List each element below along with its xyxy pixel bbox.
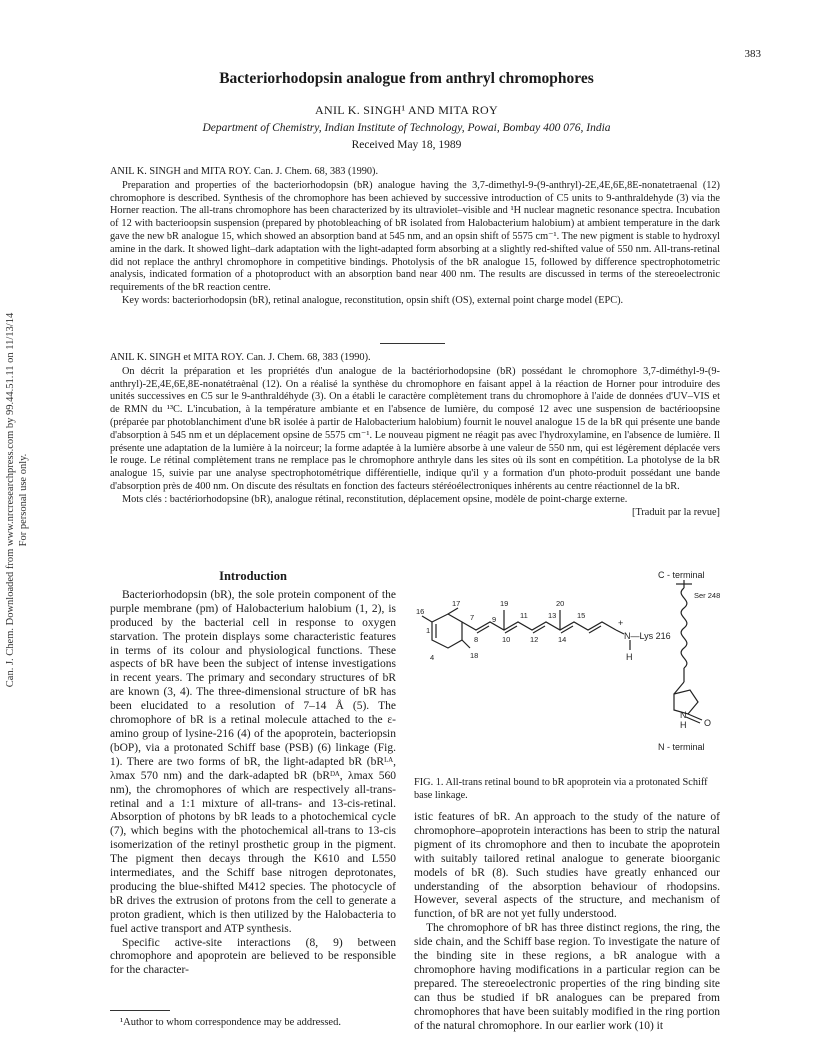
atom-number-17: 17	[452, 599, 461, 608]
abstract-body: Preparation and properties of the bacteriorhodopsin (bR) analogue having the 3,7-dimethyl-9-(9-anthryl)-2E,4E,6E,8E-nonatetraenal (12) chromophore is described. Synthesis of the chromophore has been achieved by successive introduction of C5 units to 9-anthraldehyde (3) via the Horner reaction. The all-trans chromophore has been characterized by its ultraviolet–visible and ¹H nuclear magnetic resonance spectra. Incubation of 12 with bacterioopsin suspension (prepared by photobleaching of bR isolated from Halobacterium halobium) at ambient temperature in the dark gave the new bR analogue 15, which showed an absorption band at 545 nm, and an opsin shift of 5575 cm⁻¹. The new pigment is stable to hydroxyl amine in the dark. It showed light–dark adaptation with the light-adapted form absorbing at a slightly red-shifted value of 550 nm. All-trans-retinal did not replace the anthryl chromophore in competitive bindings. Photolysis of the bR analogue 15, followed by difference spectrophotometric analysis, indicated formation of a photoproduct with an absorption band near 400 nm. The results are discussed in terms of the stereoelectronic requirements of the bR reaction centre.	[110, 179, 721, 294]
introduction-heading: Introduction	[219, 569, 287, 583]
mots-cles: Mots clés : bactériorhodopsine (bR), analogue rétinal, reconstitution, déplacement opsine, modèle de point-charge externe.	[122, 493, 628, 505]
affiliation: Department of Chemistry, Indian Institute of Technology, Powai, Bombay 400 076, India	[202, 122, 611, 134]
abstract-divider	[380, 343, 445, 344]
atom-number-18: 18	[470, 651, 479, 660]
resume-body: On décrit la préparation et les propriétés d'un analogue de la bactériorhodopsine (bR) possédant le chromophore 3,7-diméthyl-9-(9-anthryl)-2E,4E,6E,8E-nonatétraènal (12). On a réalisé la synthèse du chromophore en faisant appel à la réaction de Horner pour introduire des unités successives en C5 sur le 9-anthraldéhyde (3). On a établi le caractère complètement trans du chromophore à l'aide de données d'UV–VIS et de RMN du ¹³C. L'incubation, à la température ambiante et en l'absence de lumière, du composé 12 avec une suspension de bactérioopsine (préparée par photoblanchiment d'une bR isolée à partir de Halobacterium halobium) fournit le nouvel analogue 15 de la bR qui présente une bande d'absorption à 545 nm et un déplacement opsine de 5575 cm⁻¹. Le nouveau pigment ne réagit pas avec l'hydroxylamine, en l'absence de lumière. Il présente une adaptation de la lumière à la noirceur; la forme adaptée à la lumière absorbe à une valeur de 550 nm, qui est légèrement déplacée vers le rouge. Le rétinal complètement trans ne remplace pas le chromophore anthryle dans les sites où ils sont en compétition. La photolyse de la bR analogue 15, suivie par une analyse spectrophotométrique différentielle, indique qu'il y a formation d'un photo-produit possédant une bande d'absorption près de 400 nm. On discute des résultats en fonction des facteurs stéréoélectroniques inhérents au centre réactionnel de la bR.	[110, 365, 720, 492]
atom-number-20: 20	[556, 599, 565, 608]
figure-caption: FIG. 1. All-trans retinal bound to bR apoprotein via a protonated Schiff base linkage.	[414, 777, 708, 801]
carbonyl-oxygen: O	[704, 718, 712, 728]
watermark-line-1: Can. J. Chem. Downloaded from www.nrcresearchpress.com by 99.44.51.11 on 11/13/14	[5, 312, 16, 688]
figure-1	[412, 570, 720, 765]
atom-number-12: 12	[530, 635, 539, 644]
lactam-hydrogen: H	[680, 720, 687, 730]
authors: ANIL K. SINGH¹ AND MITA ROY	[315, 103, 498, 117]
lys-label: N—Lys 216	[624, 631, 671, 641]
atom-number-8: 8	[474, 635, 479, 644]
atom-number-11: 11	[520, 611, 528, 620]
c-terminal-label: C - terminal	[658, 570, 705, 580]
intro-paragraph-2: Specific active-site interactions (8, 9) between chromophore and apoprotein are believed to be responsible for the character-	[110, 936, 396, 977]
atom-number-4: 4	[430, 653, 435, 662]
atom-number-10: 10	[502, 635, 511, 644]
atom-number-16: 16	[416, 607, 425, 616]
article-title: Bacteriorhodopsin analogue from anthryl chromophores	[219, 70, 594, 87]
lactam-nitrogen: N	[680, 710, 687, 720]
abstract-english	[110, 166, 720, 308]
right-paragraph-1: istic features of bR. An approach to the study of the nature of chromophore–apoprotein interactions has been to strip the natural pigment of its chromophore and then to incubate the apoprotein with suitably tailored retinal analogue to generate bioorganic models of bR (8). Such studies have greatly enhanced our understanding of the absorption behaviour of rhodopsins. However, several aspects of the structure, and mechanism of function, of bR are not yet fully understood.	[414, 811, 720, 921]
right-paragraph-2: The chromophore of bR has three distinct regions, the ring, the side chain, and the Schiff base region. To investigate the nature of the binding site in these regions, a bR analogue with a chromophore having modifications in a particular region can be prepared. The stereoelectronic properties of the ring binding site can thus be studied if bR analogues can be prepared from chromophores that have been suitably modified in the ring portion of the natural chromophore. In our earlier work (10) it	[414, 922, 720, 1032]
atom-number-15: 15	[577, 611, 586, 620]
schiff-base-hydrogen: H	[626, 652, 633, 662]
page-number: 383	[744, 48, 761, 60]
intro-paragraph-1: Bacteriorhodopsin (bR), the sole protein component of the purple membrane (pm) of Halobacterium halobium (1, 2), is produced by the bacterial cell in response to oxygen starvation. The protein displays some characteristic features in terms of its colour and physiological functions. These aspects of bR have been the subject of intense investigations in recent years. The primary and secondary structures of bR are known (3, 4). The three-dimensional structure of bR has been elucidated to a resolution of 7–14 Å (5). The chromophore of bR is a retinal molecule attached to the ε-amino group of lysine-216 (4) of the apoprotein, bacteriopsin (bOP), via a protonated Schiff base (PSB) (6) linkage (Fig. 1). There are two forms of bR, the light-adapted bR (bRᴸᴬ, λmax 570 nm) and the dark-adapted bR (bRᴰᴬ, λmax 560 nm), the chromophores of which are respectively all-trans-retinal and a 1:1 mixture of all-trans- and 13-cis-retinal. Absorption of photons by bR leads to a photochemical cycle (7), which begins with the photochemical all-trans to 13-cis isomerization of the retinyl prosthetic group in the pigment. The pigment then decays through the K610 and L550 intermediates, and the Schiff base nitrogen deprotonates, producing the blue-shifted M412 species. The photocycle of bR drives the extrusion of protons from the cell to generate a proton gradient, which is then utilized by the Halobacteria to fuel active transport and ATP synthesis.	[110, 588, 396, 935]
right-column	[414, 811, 720, 1034]
received-date: Received May 18, 1989	[351, 139, 462, 151]
download-watermark	[2, 290, 32, 710]
protein-helix	[681, 588, 687, 668]
atom-number-14: 14	[558, 635, 567, 644]
abstract-citation: ANIL K. SINGH and MITA ROY. Can. J. Chem. 68, 383 (1990).	[110, 166, 379, 177]
plus-charge: +	[618, 618, 624, 628]
n-terminal-label: N - terminal	[658, 742, 705, 752]
atom-number-7: 7	[470, 613, 475, 622]
resume-citation: ANIL K. SINGH et MITA ROY. Can. J. Chem. 68, 383 (1990).	[110, 352, 371, 363]
footnote: ¹Author to whom correspondence may be addressed.	[120, 1017, 341, 1028]
abstract-french	[110, 352, 720, 519]
retinal-structure-diagram	[412, 570, 720, 765]
atom-number-9: 9	[492, 615, 497, 624]
translator-note: [Traduit par la revue]	[632, 506, 720, 518]
atom-number-13: 13	[548, 611, 557, 620]
watermark-line-2: For personal use only.	[18, 453, 29, 547]
atom-number-1: 1	[426, 626, 431, 635]
atom-number-19: 19	[500, 599, 509, 608]
keywords: Key words: bacteriorhodopsin (bR), retinal analogue, reconstitution, opsin shift (OS), external point charge model (EPC).	[122, 294, 624, 306]
ser-label: Ser 248	[694, 591, 720, 600]
footnote-rule	[110, 1010, 170, 1011]
left-column	[110, 570, 396, 978]
